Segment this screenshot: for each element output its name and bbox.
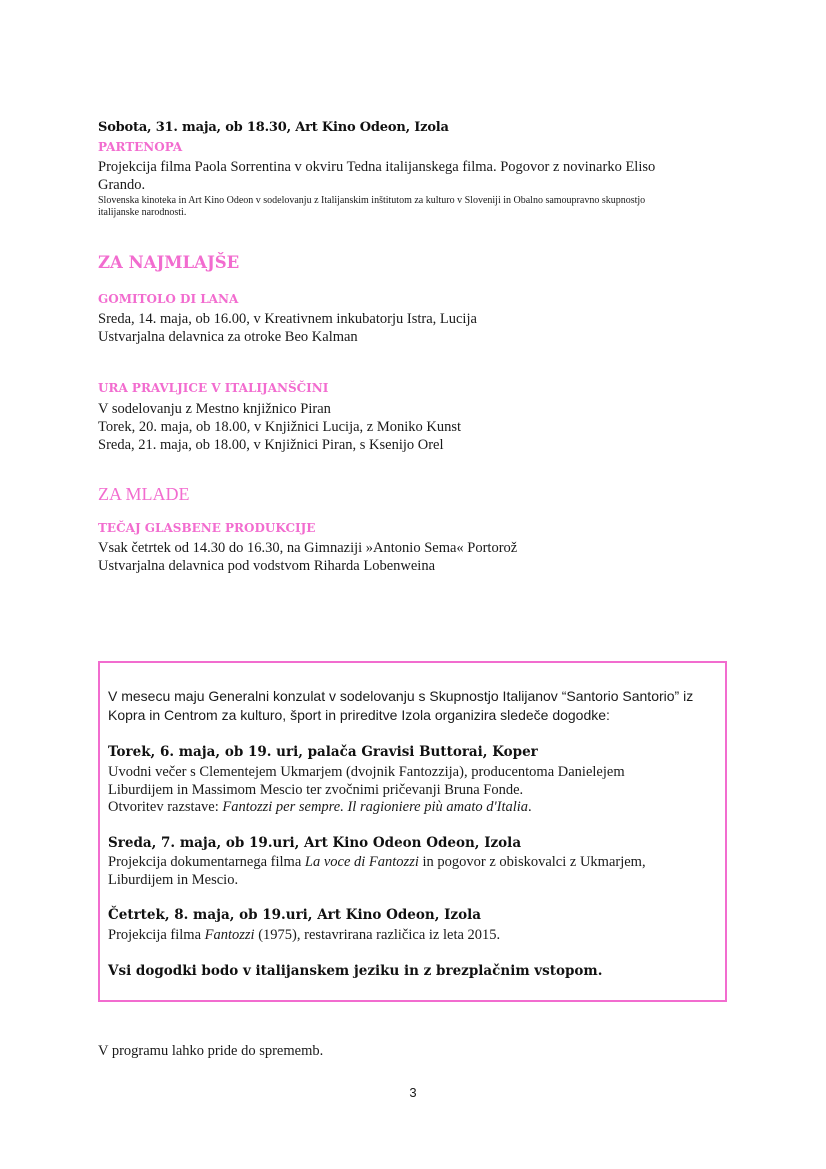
box-event-heading: Sreda, 7. maja, ob 19.uri, Art Kino Odeon Odeon, Izola <box>108 835 522 851</box>
page-number: 3 <box>409 1085 417 1100</box>
text-span: Otvoritev razstave: <box>108 799 223 815</box>
section-title-kids: ZA NAJMLAJŠE <box>98 253 240 272</box>
footer-note: V programu lahko pride do sprememb. <box>98 1043 324 1059</box>
event-credits: Slovenska kinoteka in Art Kino Odeon v sodelovanju z Italijanskim inštitutom za kulturo v Sloveniji in Obalno samoupravno skupnostjo <box>98 195 646 206</box>
box-intro-cont: Kopra in Centrom za kulturo, šport in prireditve Izola organizira sledeče dogodke: <box>108 707 610 723</box>
section-title-youth: ZA MLADE <box>98 484 190 504</box>
kids-item-line: Sreda, 21. maja, ob 18.00, v Knjižnici Piran, s Ksenijo Orel <box>98 437 444 453</box>
box-event-line <box>108 799 718 817</box>
event-title: PARTENOPA <box>98 140 183 154</box>
box-event-heading: Torek, 6. maja, ob 19. uri, palača Gravisi Buttorai, Koper <box>108 744 538 760</box>
text-span: in pogovor z obiskovalci z Ukmarjem, <box>418 854 646 870</box>
text-span: (1975), restavrirana različica iz leta 2015. <box>254 927 501 943</box>
youth-item-line: Ustvarjalna delavnica pod vodstvom Riharda Lobenweina <box>98 558 436 574</box>
youth-item-title: TEČAJ GLASBENE PRODUKCIJE <box>98 521 316 535</box>
text-span: . <box>528 799 532 815</box>
event-credits-cont: italijanske narodnosti. <box>98 207 187 218</box>
box-event-line <box>108 854 718 872</box>
event-description-cont: Grando. <box>98 177 146 193</box>
italic-title: Fantozzi <box>204 927 255 943</box>
kids-item-line: Torek, 20. maja, ob 18.00, v Knjižnici Lucija, z Moniko Kunst <box>98 419 462 435</box>
box-intro: V mesecu maju Generalni konzulat v sodelovanju s Skupnostjo Italijanov “Santorio Santorio” iz <box>108 688 694 704</box>
event-description: Projekcija filma Paola Sorrentina v okviru Tedna italijanskega filma. Pogovor z novinarko Eliso <box>98 159 656 175</box>
event-heading: Sobota, 31. maja, ob 18.30, Art Kino Odeon, Izola <box>98 120 449 135</box>
kids-item-line: Sreda, 14. maja, ob 16.00, v Kreativnem inkubatorju Istra, Lucija <box>98 311 477 327</box>
box-event-line: Uvodni večer s Clementejem Ukmarjem (dvojnik Fantozzija), producentoma Danielejem <box>108 764 625 780</box>
box-event-line <box>108 927 718 945</box>
kids-item-title: GOMITOLO DI LANA <box>98 292 239 306</box>
text-span: Projekcija filma <box>108 927 205 943</box>
kids-item-line: Ustvarjalna delavnica za otroke Beo Kalman <box>98 329 358 345</box>
italic-title: La voce di Fantozzi <box>304 854 419 870</box>
box-event-heading: Četrtek, 8. maja, ob 19.uri, Art Kino Odeon, Izola <box>108 907 481 923</box>
box-event-line: Liburdijem in Massimom Mescio ter zvočnimi pričevanji Bruna Fonde. <box>108 782 524 798</box>
youth-item-line: Vsak četrtek od 14.30 do 16.30, na Gimnaziji »Antonio Sema« Portorož <box>98 540 518 556</box>
consulate-events-box <box>98 661 727 1002</box>
kids-item-title: URA PRAVLJICE V ITALIJANŠČINI <box>98 381 329 395</box>
box-event-line: Liburdijem in Mescio. <box>108 872 239 888</box>
box-closing: Vsi dogodki bodo v italijanskem jeziku in z brezplačnim vstopom. <box>108 963 603 979</box>
kids-item-line: V sodelovanju z Mestno knjižnico Piran <box>98 401 331 417</box>
italic-title: Fantozzi per sempre. Il ragioniere più amato d'Italia <box>222 799 529 815</box>
text-span: Projekcija dokumentarnega filma <box>108 854 305 870</box>
